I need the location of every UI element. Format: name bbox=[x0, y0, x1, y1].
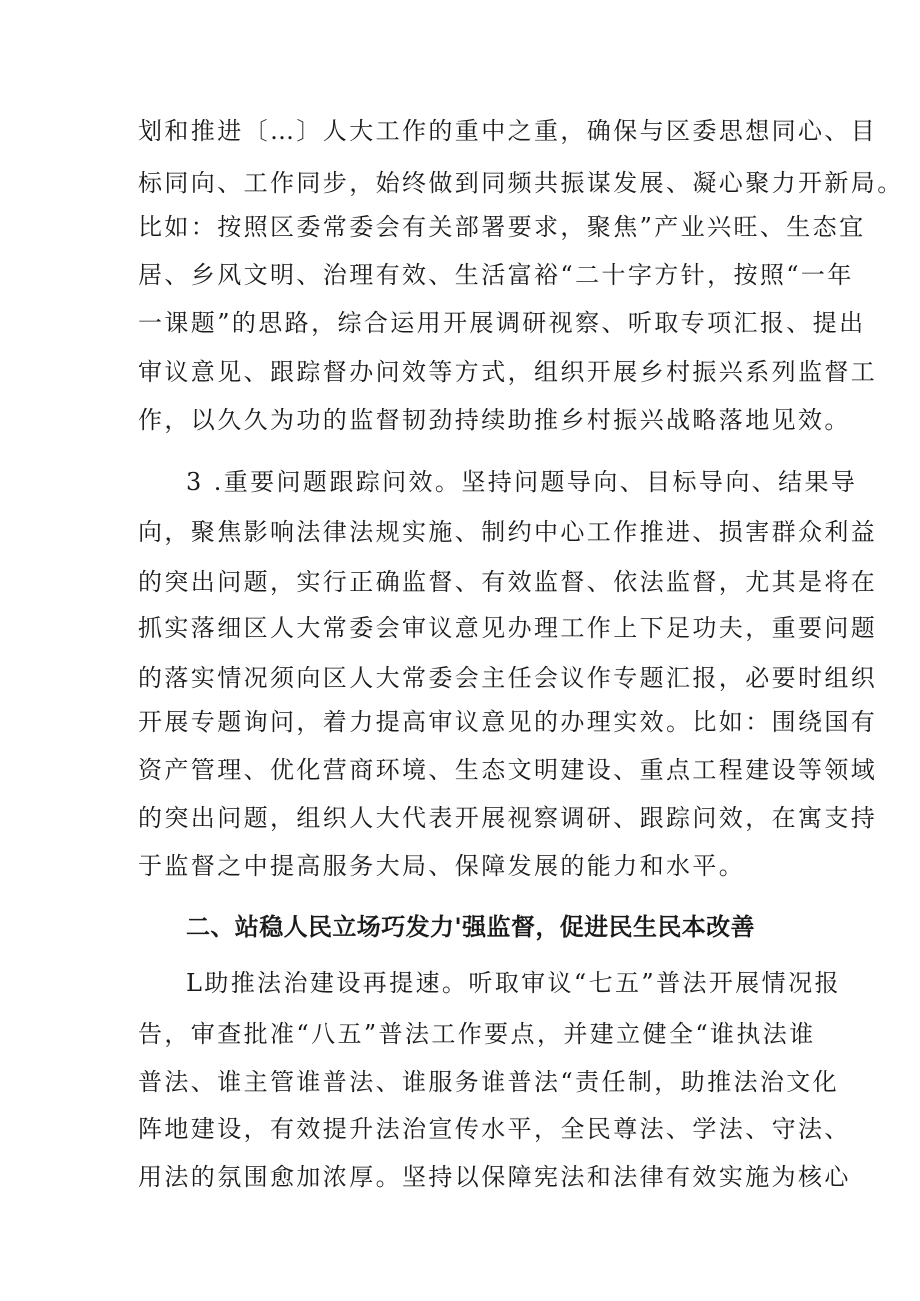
section-heading: 二、站稳人民立场巧发力'强监督，促进民生民本改善 bbox=[186, 913, 755, 941]
text-line: 向，聚焦影响法律法规实施、制约中心工作推进、损害群众利益 bbox=[138, 518, 878, 546]
text-line: 普法、谁主管谁普法、谁服务谁普法“责任制，助推法治文化 bbox=[138, 1068, 840, 1096]
text-line: 审议意见、跟踪督办问效等方式，组织开展乡村振兴系列监督工 bbox=[138, 358, 878, 386]
text-line: 阵地建设，有效提升法治宣传水平，全民尊法、学法、守法、 bbox=[138, 1115, 851, 1143]
text-line: 开展专题询问，着力提高审议意见的办理实效。比如：围绕国有 bbox=[138, 708, 878, 736]
text-line: 告，审查批准“八五”普法工作要点，并建立健全“谁执法谁 bbox=[138, 1020, 816, 1048]
text-line: 标同向、工作同步，始终做到同频共振谋发展、凝心聚力开新局。 bbox=[138, 169, 904, 197]
text-line: 划和推进〔…〕人大工作的重中之重，确保与区委思想同心、目 bbox=[138, 117, 878, 145]
text-line: 资产管理、优化营商环境、生态文明建设、重点工程建设等领域 bbox=[138, 756, 878, 784]
text-line: 的落实情况须向区人大常委会主任会议作专题汇报，必要时组织 bbox=[138, 664, 878, 692]
text-line: 于监督之中提高服务大局、保障发展的能力和水平。 bbox=[138, 852, 746, 880]
text-line: 的突出问题，实行正确监督、有效监督、依法监督，尤其是将在 bbox=[138, 568, 878, 596]
text-line: 作，以久久为功的监督韧劲持续助推乡村振兴战略落地见效。 bbox=[138, 406, 851, 434]
text-line: 居、乡风文明、治理有效、生活富裕“二十字方针，按照“一年 bbox=[138, 261, 854, 289]
text-line: 用法的氛围愈加浓厚。坚持以保障宪法和法律有效实施为核心 bbox=[138, 1163, 851, 1191]
paragraph-1-first-line: L助推法治建设再提速。听取审议“七五”普法开展情况报 bbox=[186, 969, 841, 997]
text-line: 一课题”的思路，综合运用开展调研视察、听取专项汇报、提出 bbox=[138, 309, 866, 337]
text-line: 比如：按照区委常委会有关部署要求，聚焦”产业兴旺、生态宜 bbox=[138, 213, 866, 241]
text-line: 的突出问题，组织人大代表开展视察调研、跟踪问效，在寓支持 bbox=[138, 804, 878, 832]
text-line: 抓实落细区人大常委会审议意见办理工作上下足功夫，重要问题 bbox=[138, 614, 878, 642]
paragraph-3-first-line: 3 .重要问题跟踪问效。坚持问题导向、目标导向、结果导 bbox=[186, 468, 858, 496]
